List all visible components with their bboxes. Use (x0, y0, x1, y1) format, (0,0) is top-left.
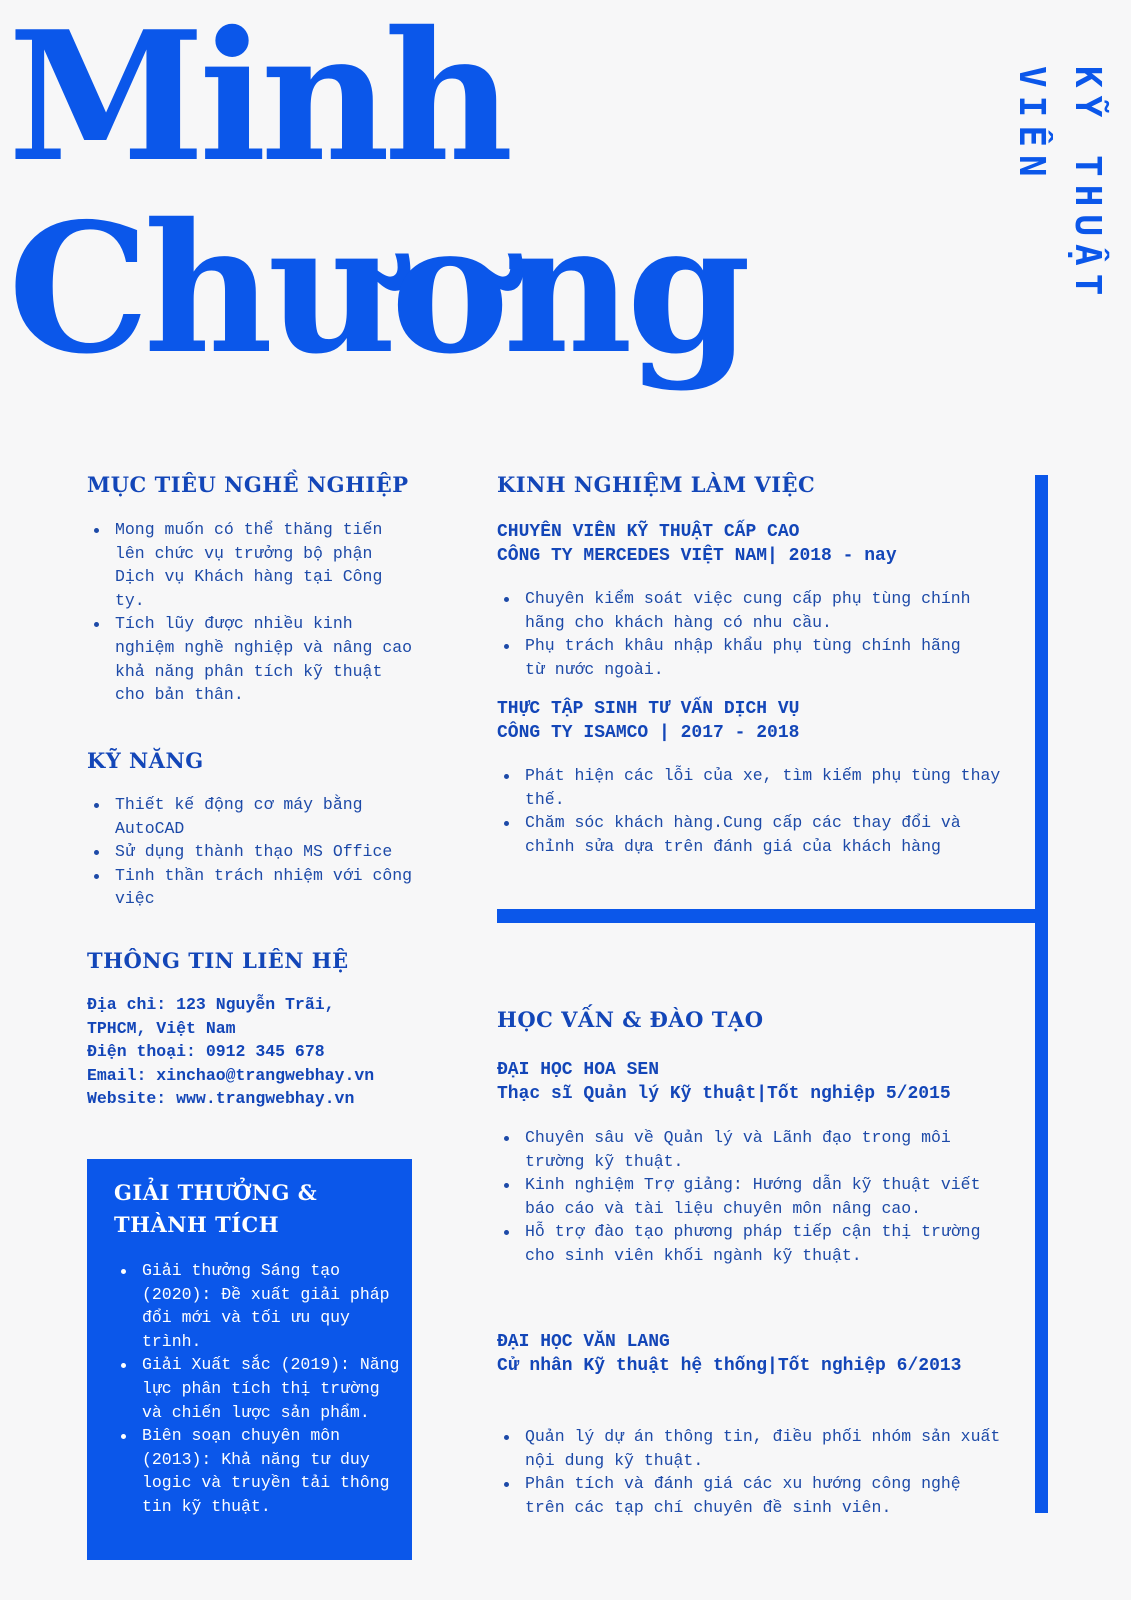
list-item: Sử dụng thành thạo MS Office (115, 840, 415, 864)
vertical-divider (1035, 475, 1048, 1513)
job-duties-list (497, 587, 985, 681)
horizontal-divider (497, 909, 1048, 923)
list-item: Hỗ trợ đào tạo phương pháp tiếp cận thị trường cho sinh viên khối ngành kỹ thuật. (525, 1220, 1005, 1267)
address-line-2: TPHCM, Việt Nam (87, 1018, 236, 1038)
list-item: Phân tích và đánh giá các xu hướng công nghệ trên các tạp chí chuyên đề sinh viên. (525, 1472, 1005, 1519)
school-degree: Thạc sĩ Quản lý Kỹ thuật|Tốt nghiệp 5/2015 (497, 1084, 951, 1104)
list-item: Phát hiện các lỗi của xe, tìm kiếm phụ tùng thay thế. (525, 764, 1005, 811)
awards-box (87, 1159, 412, 1560)
experience-heading: KINH NGHIỆM LÀM VIỆC (497, 472, 816, 497)
school-details-list (497, 1425, 1005, 1519)
job-title-vertical: KỸ THUẬT VIÊN (1011, 66, 1108, 304)
list-item: Mong muốn có thể thăng tiến lên chức vụ trưởng bộ phận Dịch vụ Khách hàng tại Công ty. (115, 518, 415, 612)
job-company: CÔNG TY MERCEDES VIỆT NAM| 2018 - nay (497, 546, 897, 566)
school-details-list (497, 1126, 1005, 1268)
list-item: Chăm sóc khách hàng.Cung cấp các thay đổi và chỉnh sửa dựa trên đánh giá của khách hàng (525, 811, 1005, 858)
list-item: Thiết kế động cơ máy bằng AutoCAD (115, 793, 415, 840)
job-duties-list (497, 764, 1005, 858)
list-item: Tích lũy được nhiều kinh nghiệm nghề nghiệp và nâng cao khả năng phân tích kỹ thuật cho bản thân. (115, 612, 415, 706)
list-item: Biên soạn chuyên môn (2013): Khả năng tư duy logic và truyền tải thông tin kỹ thuật. (142, 1424, 402, 1518)
awards-list (114, 1259, 402, 1519)
contact-info (87, 993, 374, 1111)
first-name: Minh (8, 0, 508, 201)
school-degree: Cử nhân Kỹ thuật hệ thống|Tốt nghiệp 6/2013 (497, 1356, 962, 1376)
list-item: Chuyên kiểm soát việc cung cấp phụ tùng chính hãng cho khách hàng có nhu cầu. (525, 587, 985, 634)
job-title: CHUYÊN VIÊN KỸ THUẬT CẤP CAO (497, 522, 800, 542)
address-line-1: Địa chỉ: 123 Nguyễn Trãi, (87, 995, 335, 1014)
list-item: Kinh nghiệm Trợ giảng: Hướng dẫn kỹ thuật viết báo cáo và tài liệu chuyên môn nâng cao. (525, 1173, 1005, 1220)
last-name: Chương (8, 184, 746, 393)
skills-list (87, 793, 415, 911)
career-goal-list (87, 518, 415, 707)
list-item: Chuyên sâu về Quản lý và Lãnh đạo trong môi trường kỹ thuật. (525, 1126, 1005, 1173)
email-link[interactable]: Email: xinchao@trangwebhay.vn (87, 1065, 375, 1085)
education-heading: HỌC VẤN & ĐÀO TẠO (497, 1007, 764, 1032)
career-goal-heading: MỤC TIÊU NGHỀ NGHIỆP (87, 472, 409, 497)
job-company: CÔNG TY ISAMCO | 2017 - 2018 (497, 723, 800, 743)
list-item: Phụ trách khâu nhập khẩu phụ tùng chính hãng từ nước ngoài. (525, 634, 985, 681)
list-item: Quản lý dự án thông tin, điều phối nhóm sản xuất nội dung kỹ thuật. (525, 1425, 1005, 1472)
list-item: Giải thưởng Sáng tạo (2020): Đề xuất giải pháp đổi mới và tối ưu quy trình. (142, 1259, 402, 1353)
phone: Điện thoại: 0912 345 678 (87, 1042, 325, 1062)
contact-heading: THÔNG TIN LIÊN HỆ (87, 948, 349, 973)
school-name: ĐẠI HỌC VĂN LANG (497, 1332, 670, 1352)
school-name: ĐẠI HỌC HOA SEN (497, 1060, 660, 1080)
list-item: Giải Xuất sắc (2019): Năng lực phân tích thị trường và chiến lược sản phẩm. (142, 1353, 402, 1424)
website-link[interactable]: Website: www.trangwebhay.vn (87, 1089, 355, 1109)
skills-heading: KỸ NĂNG (87, 748, 204, 773)
job-title: THỰC TẬP SINH TƯ VẤN DỊCH VỤ (497, 699, 800, 719)
list-item: Tinh thần trách nhiệm với công việc (115, 864, 415, 911)
awards-heading: GIẢI THƯỞNG & THÀNH TÍCH (114, 1180, 318, 1237)
